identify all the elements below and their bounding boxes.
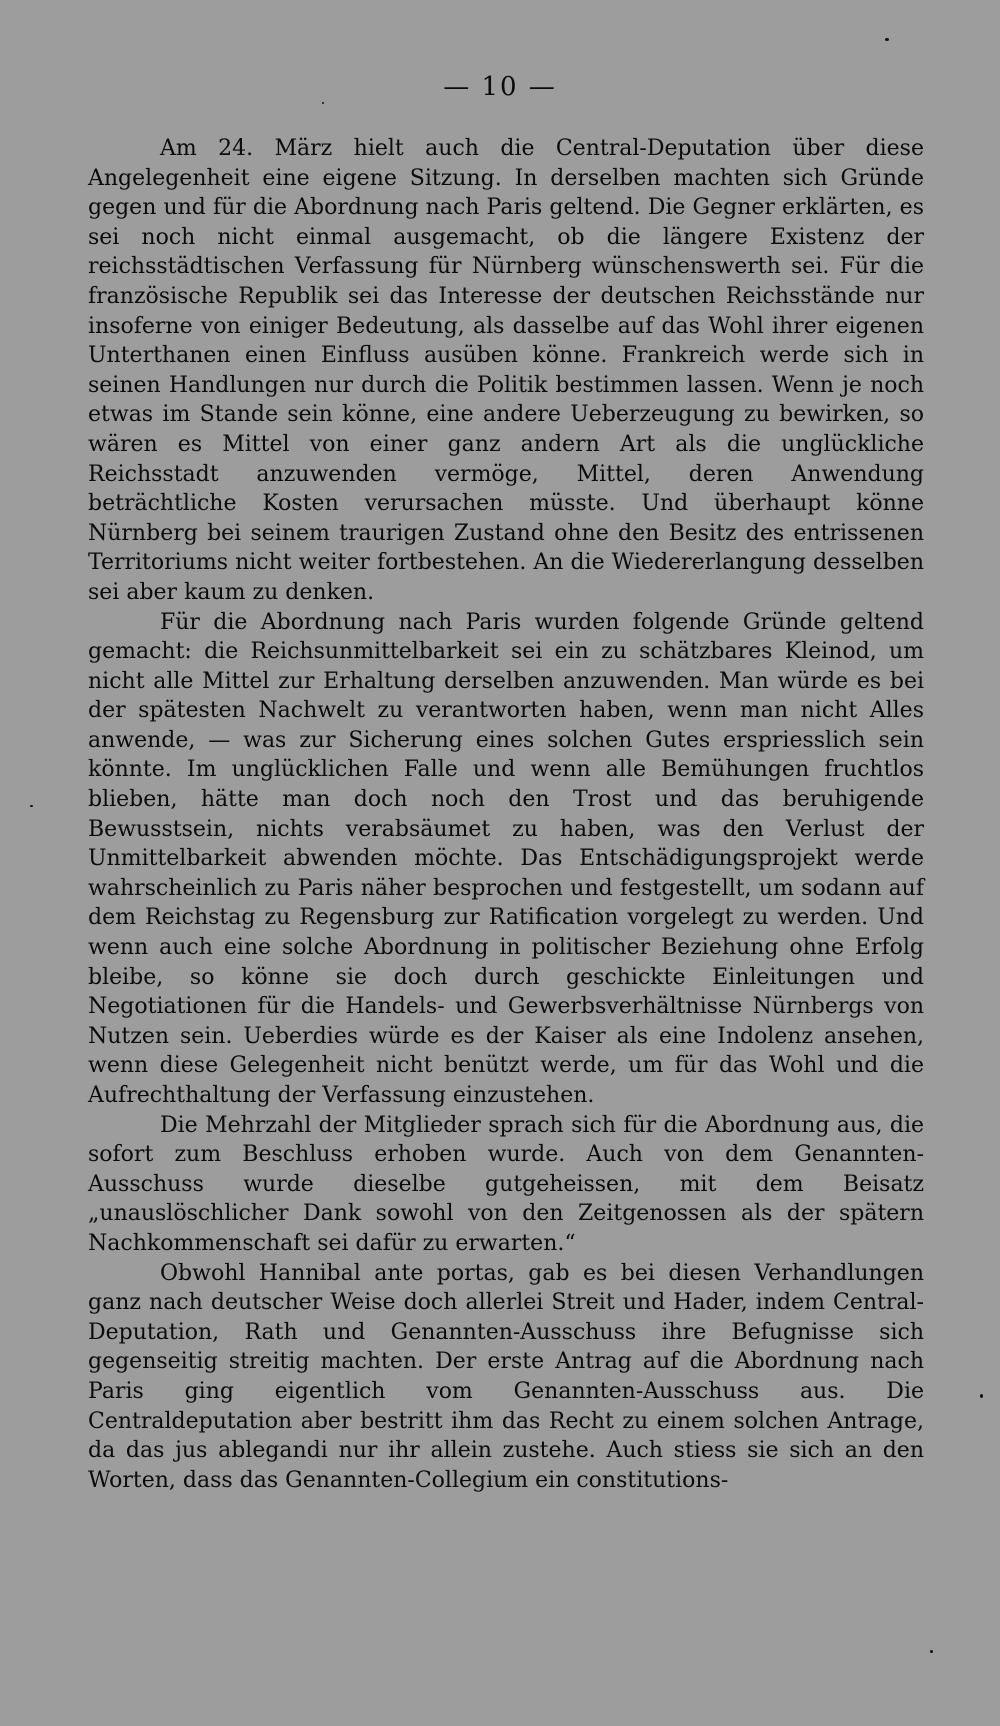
body-text bbox=[88, 134, 924, 1495]
paragraph-4: Obwohl Hannibal ante portas, gab es bei diesen Verhandlungen ganz nach deutscher Weise doch allerlei Streit und Hader, indem Central-Deputation, Rath und Genannten-Ausschuss ihre Befugnisse sich gegenseitig streitig machten. Der erste Antrag auf die Abordnung nach Paris ging eigentlich vom Genannten-Ausschuss aus. Die Centraldeputation aber bestritt ihm das Recht zu einem solchen Antrage, da das jus ablegandi nur ihr allein zustehe. Auch stiess sie sich an den Worten, dass das Genannten-Collegium ein constitutions- bbox=[88, 1260, 924, 1493]
scan-speck bbox=[30, 805, 33, 807]
paragraph-2: Für die Abordnung nach Paris wurden folgende Gründe geltend gemacht: die Reichsunmittelbarkeit sei ein zu schätzbares Kleinod, um nicht alle Mittel zur Erhaltung derselben anzuwenden. Man würde es bei der spätesten Nachwelt zu verantworten haben, wenn man nicht Alles anwende, — was zur Sicherung eines solchen Gutes erspriesslich sein könnte. Im unglücklichen Falle und wenn alle Bemühungen fruchtlos blieben, hätte man doch noch den Trost und das beruhigende Bewusstsein, nichts verabsäumet zu haben, was den Verlust der Unmittelbarkeit abwenden möchte. Das Entschädigungsprojekt werde wahrscheinlich zu Paris näher besprochen und festgestellt, um sodann auf dem Reichstag zu Regensburg zur Ratification vorgelegt zu werden. Und wenn auch eine solche Abordnung in politischer Beziehung ohne Erfolg bleibe, so könne sie doch durch geschickte Einleitungen und Negotiationen für die Handels- und Gewerbsverhältnisse Nürnbergs von Nutzen sein. Ueberdies würde es der Kaiser als eine Indolenz ansehen, wenn diese Gelegenheit nicht benützt werde, um für das Wohl und die Aufrechthaltung der Verfassung einzustehen. bbox=[88, 609, 924, 1108]
scan-speck bbox=[930, 1650, 933, 1653]
scan-speck bbox=[322, 102, 324, 104]
paragraph-1: Am 24. März hielt auch die Central-Deputation über diese Angelegenheit eine eigene Sitzung. In derselben machten sich Gründe gegen und für die Abordnung nach Paris geltend. Die Gegner erklärten, es sei noch nicht einmal ausgemacht, ob die längere Existenz der reichsstädtischen Verfassung für Nürnberg wünschenswerth sei. Für die französische Republik sei das Interesse der deutschen Reichsstände nur insoferne von einiger Bedeutung, als dasselbe auf das Wohl ihrer eigenen Unterthanen einen Einfluss ausüben könne. Frankreich werde sich in seinen Handlungen nur durch die Politik bestimmen lassen. Wenn je noch etwas im Stande sein könne, eine andere Ueberzeugung zu bewirken, so wären es Mittel von einer ganz andern Art als die unglückliche Reichsstadt anzuwenden vermöge, Mittel, deren Anwendung beträchtliche Kosten verursachen müsste. Und überhaupt könne Nürnberg bei seinem traurigen Zustand ohne den Besitz des entrissenen Territoriums nicht weiter fortbestehen. An die Wiedererlangung desselben sei aber kaum zu denken. bbox=[88, 136, 924, 605]
page-number: — 10 — bbox=[443, 72, 557, 102]
scan-speck bbox=[885, 38, 889, 41]
paragraph-3: Die Mehrzahl der Mitglieder sprach sich für die Abordnung aus, die sofort zum Beschluss erhoben wurde. Auch von dem Genannten-Ausschuss wurde dieselbe gutgeheissen, mit dem Beisatz „unauslöschlicher Dank sowohl von den Zeitgenossen als der spätern Nachkommenschaft sei dafür zu erwarten.“ bbox=[88, 1112, 924, 1256]
scan-speck bbox=[980, 1394, 983, 1398]
